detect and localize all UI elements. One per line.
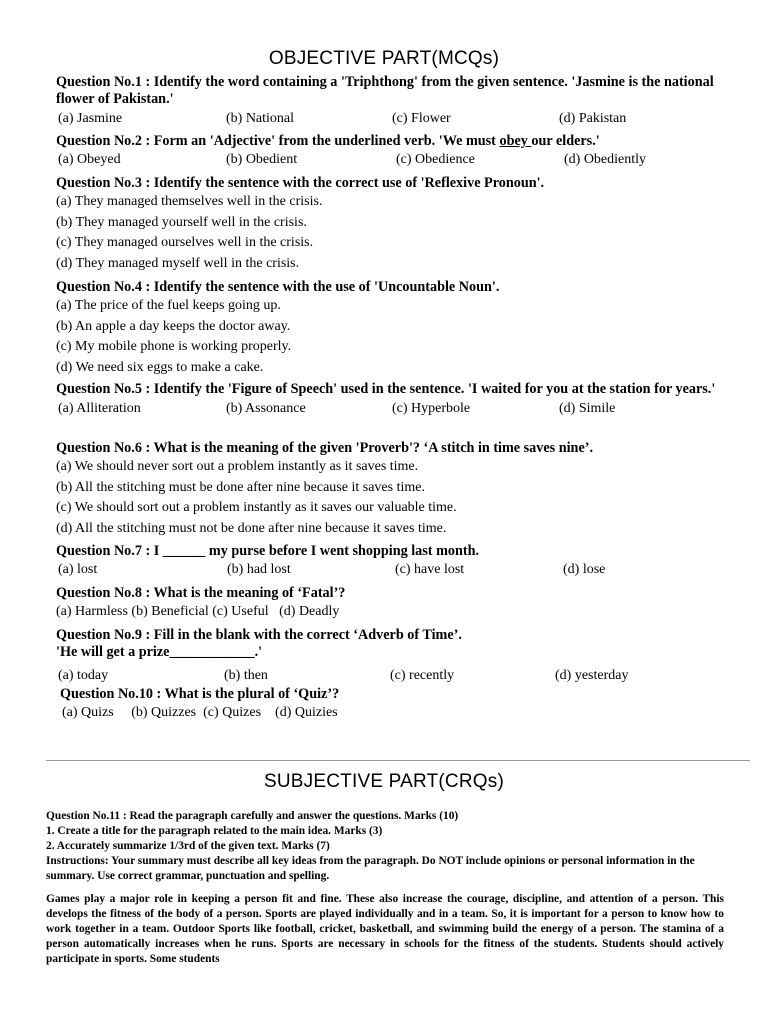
question-7 [56, 543, 736, 581]
option-a: (a) Obeyed [58, 152, 121, 167]
question-sentence: 'He will get a prize____________.' [56, 644, 263, 660]
option-d: (d) yesterday [555, 668, 629, 683]
option-c: (c) recently [390, 668, 455, 683]
options-row: (a) Harmless (b) Beneficial (c) Useful (d) Deadly [56, 604, 340, 619]
option-b: (b) All the stitching must be done after nine because it saves time. [56, 479, 425, 495]
option-a: (a) We should never sort out a problem instantly as it saves time. [56, 459, 419, 474]
options-row [56, 150, 736, 171]
question-text: Question No.2 : Form an 'Adjective' from the underlined verb. 'We must obey our elders.' [56, 133, 600, 149]
option-c: (c) Flower [392, 111, 451, 126]
task-1: 1. Create a title for the paragraph related to the main idea. Marks (3) [46, 825, 383, 837]
option-b: (b) then [224, 668, 268, 683]
question-5 [56, 381, 736, 420]
options-row [56, 399, 736, 420]
option-a: (a) The price of the fuel keeps going up. [56, 298, 281, 313]
question-11 [46, 809, 724, 967]
question-text: Question No.8 : What is the meaning of ‘Fatal’? [56, 585, 346, 601]
option-a: (a) lost [58, 562, 98, 577]
option-d: (d) We need six eggs to make a cake. [56, 359, 264, 375]
instructions: Instructions: Your summary must describe all key ideas from the paragraph. Do NOT include opinions or personal information in the summary. Use correct grammar, punctuation and spelling. [46, 855, 695, 882]
question-9 [56, 627, 736, 687]
option-d: (d) They managed myself well in the crisis. [56, 255, 300, 271]
question-8 [56, 585, 736, 623]
option-c: (c) have lost [395, 562, 465, 577]
question-10 [60, 686, 740, 724]
question-3 [56, 175, 736, 274]
question-2 [56, 133, 736, 171]
options-row [56, 109, 736, 130]
question-text: Question No.1 : Identify the word containing a 'Triphthong' from the given sentence. 'Jasmine is the national flower of Pakistan.' [56, 74, 714, 107]
option-b: (b) Obedient [226, 152, 298, 167]
question-text: Question No.10 : What is the plural of ‘Quiz’? [60, 686, 340, 702]
question-text: Question No.6 : What is the meaning of the given 'Proverb'? ‘A stitch in time saves nine’. [56, 440, 594, 456]
question-text: Question No.4 : Identify the sentence with the use of 'Uncountable Noun'. [56, 279, 500, 295]
objective-title: OBJECTIVE PART(MCQs) [268, 48, 500, 69]
option-c: (c) Obedience [396, 152, 475, 167]
subjective-title: SUBJECTIVE PART(CRQs) [264, 771, 504, 792]
question-text: Question No.3 : Identify the sentence with the correct use of 'Reflexive Pronoun'. [56, 175, 545, 191]
question-4 [56, 279, 736, 378]
question-text: Question No.11 : Read the paragraph carefully and answer the questions. Marks (10) [46, 810, 459, 822]
question-1 [56, 74, 736, 130]
option-a: (a) Jasmine [58, 111, 123, 126]
option-b: (b) National [226, 111, 295, 126]
option-c: (c) My mobile phone is working properly. [56, 339, 292, 354]
section-divider [46, 760, 750, 761]
option-a: (a) Alliteration [58, 401, 141, 416]
option-a: (a) They managed themselves well in the crisis. [56, 194, 323, 209]
question-text: Question No.7 : I ______ my purse before I went shopping last month. [56, 543, 480, 559]
question-text: Question No.9 : Fill in the blank with the correct ‘Adverb of Time’. [56, 627, 462, 643]
option-b: (b) Assonance [226, 401, 306, 416]
question-text: Question No.5 : Identify the 'Figure of Speech' used in the sentence. 'I waited for you at the station for years.' [56, 381, 716, 397]
options-row [56, 560, 736, 581]
option-b: (b) They managed yourself well in the crisis. [56, 214, 307, 230]
options-row [56, 666, 736, 687]
reading-paragraph: Games play a major role in keeping a person fit and fine. These also increase the courage, discipline, and attention of a person. This develops the fitness of the body of a person. Sports are played individually and in a team. So, it is important for a person to know how to work together in a team. Outdoor Sports like football, cricket, basketball, and swimming build the energy of a person. The stamina of a person automatically increases when he runs. Sports are necessary in schools for the fitness of the students. Students should actively participate in sports. Some students [46, 893, 724, 965]
option-d: (d) Obediently [564, 152, 647, 167]
option-d: (d) Simile [559, 401, 616, 416]
question-6 [56, 440, 736, 539]
options-row: (a) Quizs (b) Quizzes (c) Quizes (d) Quizies [62, 705, 338, 720]
option-b: (b) An apple a day keeps the doctor away. [56, 318, 291, 334]
option-b: (b) had lost [227, 562, 291, 577]
option-c: (c) They managed ourselves well in the crisis. [56, 235, 314, 250]
option-a: (a) today [58, 668, 109, 683]
option-c: (c) We should sort out a problem instantly as it saves our valuable time. [56, 500, 457, 515]
option-d: (d) Pakistan [559, 111, 627, 126]
task-2: 2. Accurately summarize 1/3rd of the given text. Marks (7) [46, 840, 330, 852]
option-d: (d) All the stitching must not be done after nine because it saves time. [56, 520, 447, 536]
underlined-verb: obey [499, 133, 532, 149]
option-c: (c) Hyperbole [392, 401, 471, 416]
option-d: (d) lose [563, 562, 606, 577]
